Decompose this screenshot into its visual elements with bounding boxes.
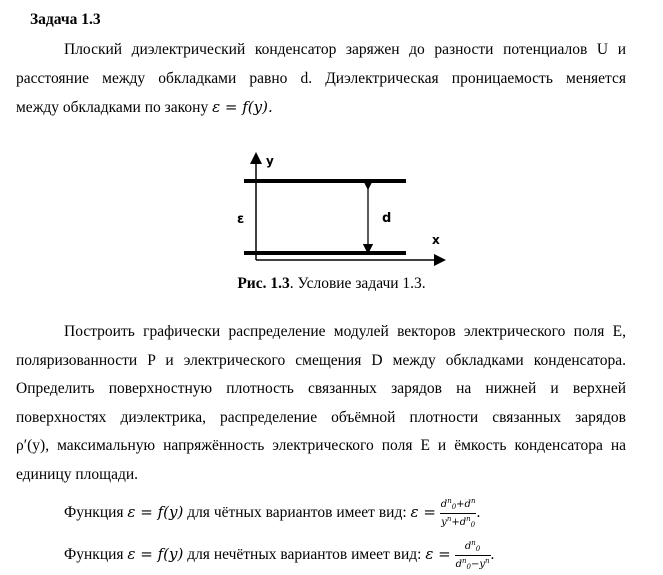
even-fraction: $\frac{d^n_0+d^n}{y^n+d^n_0}$ (440, 497, 476, 529)
epsilon-label: ε (237, 212, 245, 227)
intro-formula: ε = f(y). (212, 98, 273, 116)
x-axis-label: x (432, 233, 440, 247)
intro-line-3 (16, 93, 626, 122)
caption-label: Рис. 1.3 (237, 275, 290, 292)
intro-line-1 (16, 36, 626, 65)
body-line-3: Определить поверхностную плотность связанных зарядов на нижней и верхней (16, 380, 626, 397)
even-lhs: ε = (410, 503, 436, 522)
intro-line-2: расстояние между обкладками равно d. Диэлектрическая проницаемость меняется (16, 69, 626, 87)
even-formula: ε = f(y) (127, 503, 184, 522)
task-title: Задача 1.3 (30, 11, 101, 28)
body-line-2: поляризованности P и электрического смещения D между обкладками конденсатора. (16, 351, 626, 369)
odd-formula: ε = f(y) (127, 545, 184, 564)
y-axis-label: y (266, 154, 274, 168)
caption-text: . Условие задачи 1.3. (289, 275, 426, 292)
odd-lhs: ε = (425, 545, 451, 564)
body-line-1 (16, 318, 626, 347)
even-middle: для чётных вариантов имеет вид: (187, 504, 407, 522)
problem-intro (16, 36, 626, 122)
distance-label: d (382, 211, 392, 226)
odd-fraction: $\frac{d^n_0}{d^n_0-y^n}$ (455, 539, 490, 571)
even-prefix: Функция (64, 504, 124, 522)
odd-variant-function: Функция ε = f(y) для нечётных вариантов имеет вид: ε = $\frac{d^n_0}{d^n_0-y^n}$ . (64, 539, 495, 571)
task-body (16, 318, 626, 489)
intro-line-3-text: между обкладками по закону (16, 99, 209, 116)
capacitor-diagram (236, 152, 446, 270)
body-line-5: ρ′(y), максимальную напряжённость электрического поля E и ёмкость конденсатора на (16, 437, 626, 454)
body-line-1-text: Построить графически распределение модулей векторов электрического поля E, (64, 323, 626, 340)
intro-line-1-text: Плоский диэлектрический конденсатор заряжен до разности потенциалов U и (64, 41, 626, 58)
odd-middle: для нечётных вариантов имеет вид: (187, 546, 422, 564)
even-variant-function: Функция ε = f(y) для чётных вариантов имеет вид: ε = $\frac{d^n_0+d^n}{y^n+d^n_0}$ . (64, 497, 481, 529)
odd-prefix: Функция (64, 546, 124, 564)
body-line-4: поверхностях диэлектрика, распределение объёмной плотности связанных зарядов (16, 408, 626, 426)
body-line-6: единицу площади. (16, 465, 139, 483)
figure-caption (0, 275, 663, 293)
